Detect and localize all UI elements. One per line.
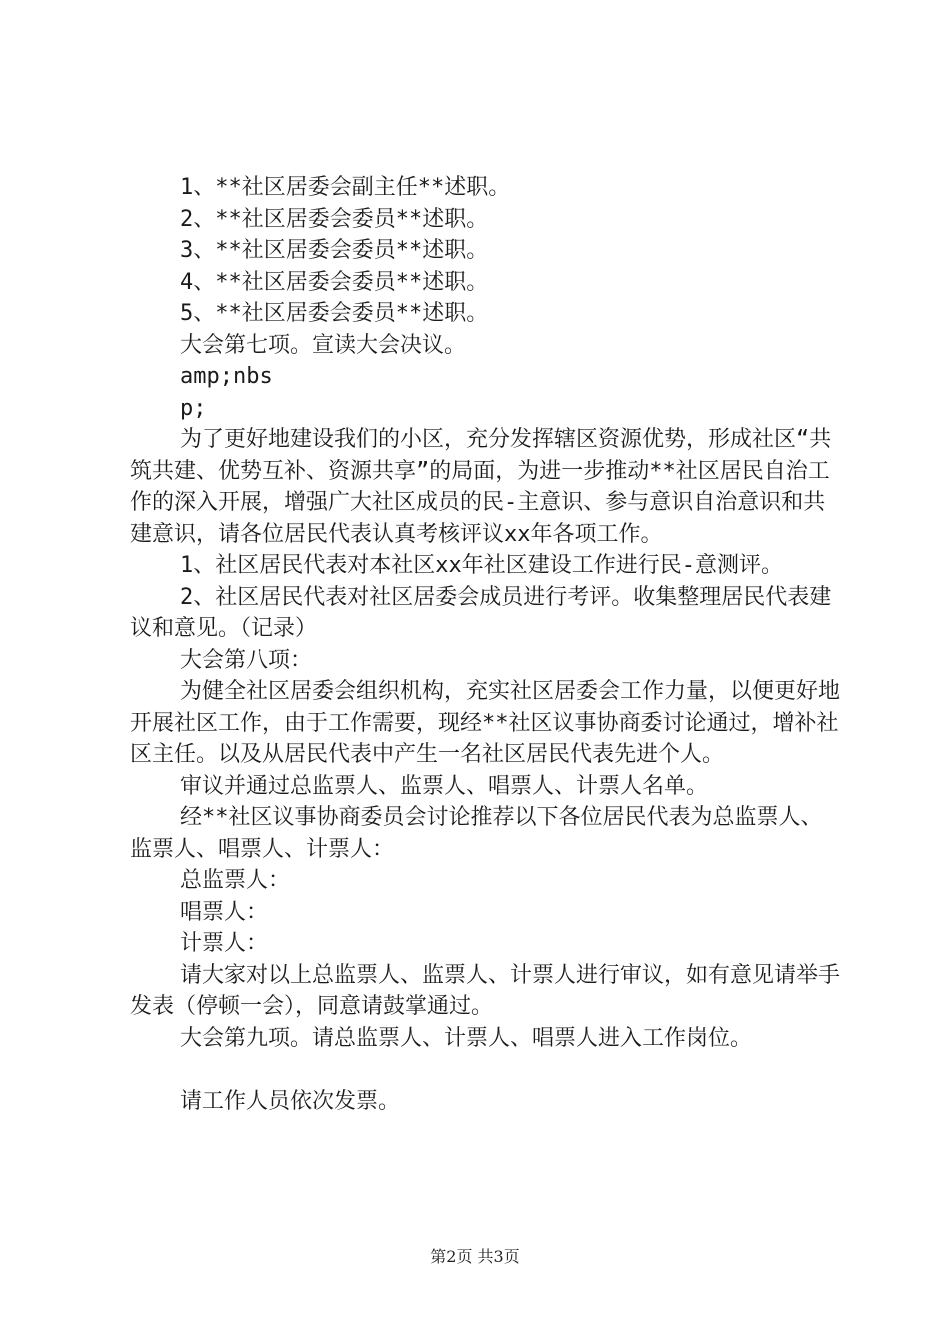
paragraph: 1、社区居民代表对本社区xx年社区建设工作进行民-意测评。 [180, 553, 783, 578]
paragraph: 大会第八项： [180, 647, 313, 673]
paragraph: amp;nbs [180, 364, 273, 389]
paragraph: 计票人： [180, 931, 269, 956]
paragraph: p; [180, 395, 207, 421]
paragraph: 审议并通过总监票人、监票人、唱票人、计票人名单。 [180, 773, 709, 799]
paragraph: 为了更好地建设我们的小区，充分发挥辖区资源优势，形成社区“共筑共建、优势互补、资源共享”的局面，为进一步推动**社区居民自治工作的深入开展，增强广大社区成员的民-主意识、参与意识自治意识和共建意识，请各位居民代表认真考核评议xx年各项工作。 [130, 427, 832, 547]
paragraph: 2、**社区居委会委员**述职。 [180, 206, 489, 232]
paragraph: 1、**社区居委会副主任**述职。 [180, 175, 511, 200]
paragraph: 请工作人员依次发票。 [180, 1088, 401, 1114]
paragraph: 4、**社区居委会委员**述职。 [180, 269, 489, 295]
paragraph: 3、**社区居委会委员**述职。 [180, 238, 489, 263]
paragraph: 总监票人： [180, 868, 291, 893]
paragraph: 大会第七项。宣读大会决议。 [180, 332, 467, 358]
page-footer [0, 1244, 950, 1267]
paragraph: 5、**社区居委会委员**述职。 [180, 301, 489, 326]
page-number-label: 第2页 共3页 [430, 1247, 520, 1266]
paragraph: 唱票人： [180, 899, 269, 925]
paragraph: 为健全社区居委会组织机构，充实社区居委会工作力量，以便更好地开展社区工作，由于工作需要，现经**社区议事协商委讨论通过，增补社区主任。以及从居民代表中产生一名社区居民代表先进个人。 [130, 679, 841, 767]
document-body [130, 172, 840, 1117]
paragraph: 2、社区居民代表对社区居委会成员进行考评。收集整理居民代表建议和意见。（记录） [130, 584, 832, 641]
paragraph: 经**社区议事协商委员会讨论推荐以下各位居民代表为总监票人、监票人、唱票人、计票人： [130, 805, 823, 862]
paragraph: 请大家对以上总监票人、监票人、计票人进行审议，如有意见请举手发表（停顿一会），同意请鼓掌通过。 [130, 962, 841, 1019]
paragraph: 大会第九项。请总监票人、计票人、唱票人进入工作岗位。 [180, 1025, 753, 1051]
